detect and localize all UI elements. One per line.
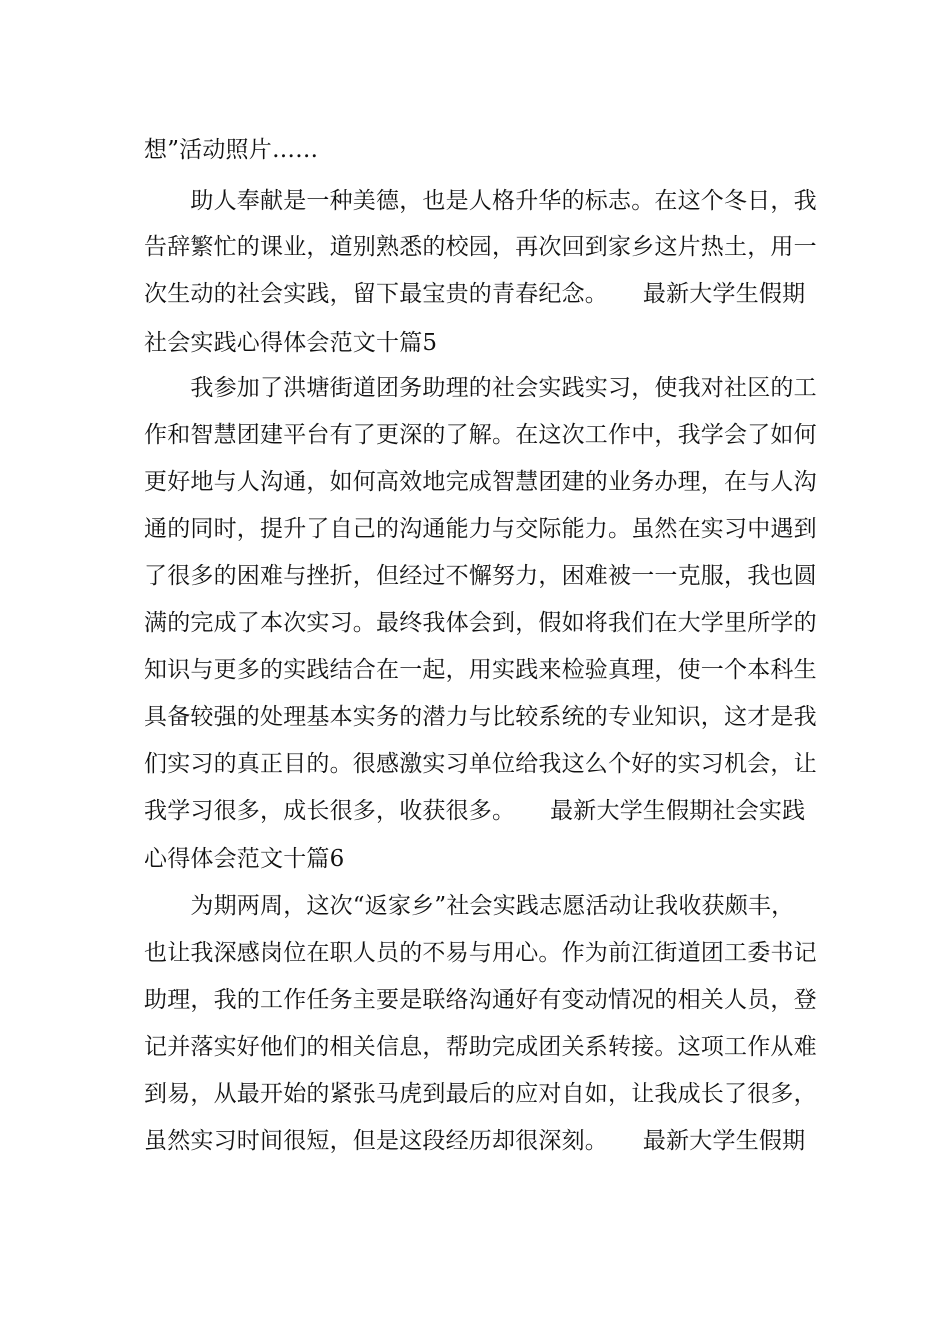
text-line: 社会实践心得体会范文十篇5 [144, 330, 438, 356]
text-line: 了很多的困难与挫折，但经过不懈努力，困难被一一克服，我也圆 [144, 563, 817, 589]
text-line: 们实习的真正目的。很感激实习单位给我这么个好的实习机会，让 [144, 751, 817, 777]
text-line: 具备较强的处理基本实务的潜力与比较系统的专业知识，这才是我 [144, 704, 817, 730]
text-line: 更好地与人沟通，如何高效地完成智慧团建的业务办理，在与人沟 [144, 469, 817, 495]
text-line: 为期两周，这次“返家乡”社会实践志愿活动让我收获颇丰， [144, 893, 795, 919]
text-line: 我参加了洪塘街道团务助理的社会实践实习，使我对社区的工 [144, 375, 817, 401]
text-line: 虽然实习时间很短，但是这段经历却很深刻。 最新大学生假期 [144, 1128, 806, 1154]
text-line: 到易，从最开始的紧张马虎到最后的应对自如，让我成长了很多， [144, 1081, 817, 1107]
text-line: 满的完成了本次实习。最终我体会到，假如将我们在大学里所学的 [144, 610, 817, 636]
text-line: 通的同时，提升了自己的沟通能力与交际能力。虽然在实习中遇到 [144, 516, 817, 542]
text-line: 记并落实好他们的相关信息，帮助完成团关系转接。这项工作从难 [144, 1034, 817, 1060]
text-line: 我学习很多，成长很多，收获很多。 最新大学生假期社会实践 [144, 798, 806, 824]
text-line: 次生动的社会实践，留下最宝贵的青春纪念。 最新大学生假期 [144, 281, 806, 307]
text-line: 助人奉献是一种美德，也是人格升华的标志。在这个冬日，我 [144, 188, 817, 214]
text-line: 知识与更多的实践结合在一起，用实践来检验真理，使一个本科生 [144, 657, 817, 683]
text-line: 也让我深感岗位在职人员的不易与用心。作为前江街道团工委书记 [144, 940, 817, 966]
text-line: 想”活动照片…… [144, 137, 319, 163]
text-line: 心得体会范文十篇6 [144, 846, 345, 872]
text-line: 作和智慧团建平台有了更深的了解。在这次工作中，我学会了如何 [144, 422, 817, 448]
text-line: 告辞繁忙的课业，道别熟悉的校园，再次回到家乡这片热土，用一 [144, 234, 817, 260]
text-line: 助理，我的工作任务主要是联络沟通好有变动情况的相关人员，登 [144, 987, 817, 1013]
